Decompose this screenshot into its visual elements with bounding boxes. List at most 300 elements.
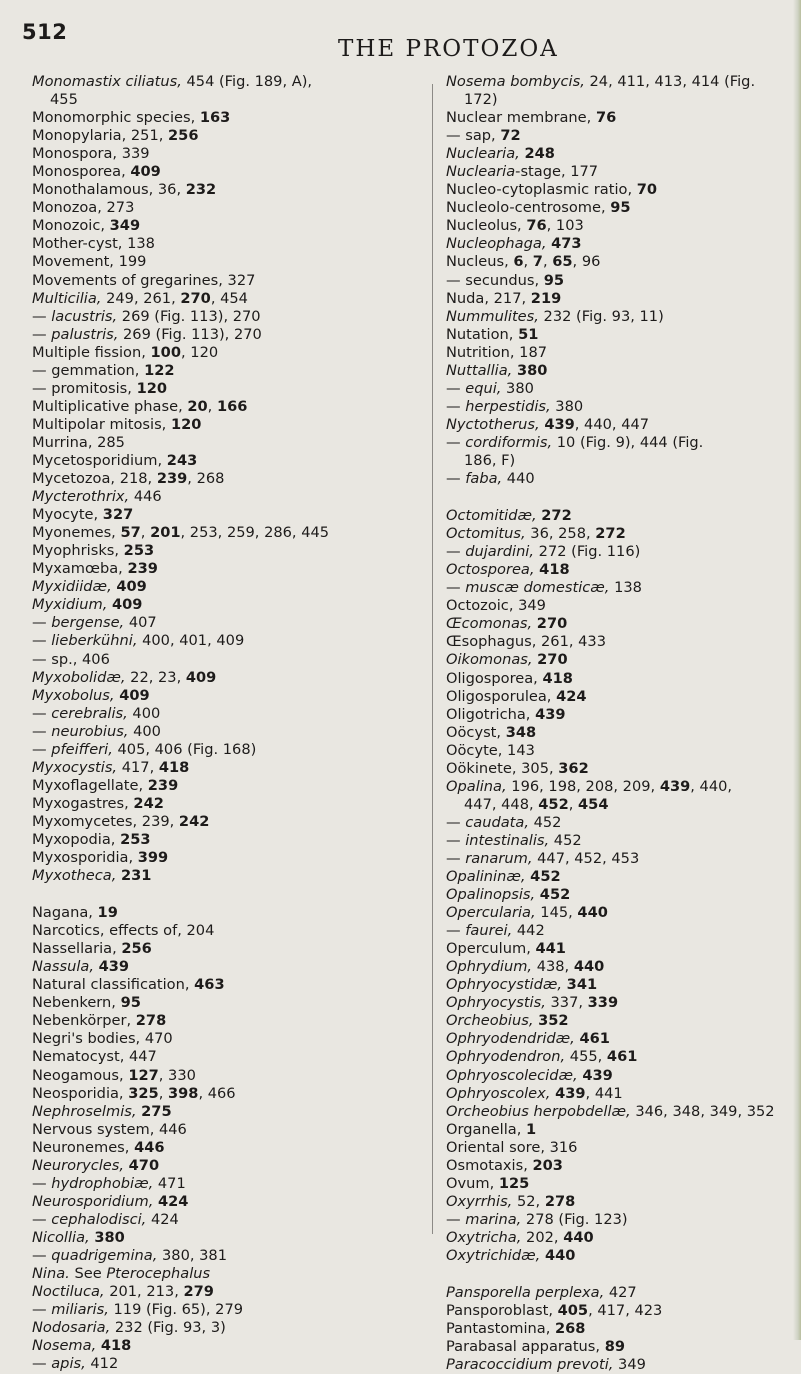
taxon-name: Ophryodendridæ, [446,1030,575,1048]
entry-text: , 96 [572,253,601,271]
entry-text: , [140,524,151,542]
index-entry [446,922,786,940]
entry-text: 201, 213, [104,1283,184,1301]
page-number: 512 [22,20,68,44]
index-entry [446,1157,786,1175]
entry-text: Œsophagus, 261, 433 [446,633,606,651]
taxon-name: Orcheobius herpobdellæ, [446,1102,631,1120]
taxon-name: faba, [465,470,503,488]
principal-page-ref: 163 [199,109,231,127]
entry-text: 232 (Fig. 93, 11) [538,307,664,325]
principal-page-ref: 231 [121,867,152,885]
taxon-name: pfeifferi, [51,740,113,758]
index-entry [32,831,422,849]
principal-page-ref: 398 [167,1084,199,1102]
entry-text: Multiplicative phase, [32,397,188,415]
index-entry [446,976,786,994]
taxon-name: Ophrydium, [446,958,533,976]
principal-page-ref: 439 [535,705,566,723]
entry-text: Osmotaxis, [446,1156,533,1174]
index-entry [32,1121,422,1139]
taxon-name: Myxocystis, [32,758,118,776]
principal-page-ref: 95 [543,271,565,289]
principal-page-ref: 418 [158,758,190,776]
entry-text: Narcotics, effects of, 204 [32,922,215,940]
index-entry [32,705,422,723]
principal-page-ref: 125 [498,1174,530,1192]
principal-page-ref: 439 [659,777,691,795]
index-entry [32,560,422,578]
principal-page-ref: 440 [573,958,605,976]
index-entry [446,1229,786,1247]
taxon-name: Opalina, [446,777,507,795]
principal-page-ref: 6 [513,253,524,271]
index-entry [32,145,422,163]
entry-text: Monosporea, [32,163,131,181]
entry-text: Monozoic, [32,217,110,235]
index-entry [32,669,422,687]
entry-text: — [446,379,466,397]
principal-page-ref: 253 [123,542,155,560]
entry-text: Nutation, [446,325,519,343]
taxon-name: equi, [465,379,502,397]
entry-text: Nassellaria, [32,940,122,958]
index-entry [32,904,422,922]
section-gap [32,885,422,904]
index-entry [32,1247,422,1265]
entry-text: 400 [128,722,161,740]
taxon-name: Ophryocystis, [446,994,546,1012]
entry-text: 10 (Fig. 9), 444 (Fig. [552,433,704,451]
index-entry [32,326,422,344]
index-column-right [446,73,786,1374]
entry-text: 427 [604,1284,637,1302]
principal-page-ref: 219 [530,289,562,307]
principal-page-ref: 452 [539,886,571,904]
principal-page-ref: 89 [604,1338,625,1356]
entry-text: Myonemes, [32,524,121,542]
entry-text: Oligotricha, [446,705,536,723]
taxon-name: marina, [465,1210,522,1228]
principal-page-ref: 232 [185,181,217,199]
index-entry [32,127,422,145]
entry-text: Myophrisks, [32,542,124,560]
index-column-left [32,73,422,1373]
taxon-name: Orcheobius, [446,1012,534,1030]
principal-page-ref: 270 [537,651,568,669]
entry-text: Nuclear membrane, [446,109,596,127]
entry-text: — [32,307,52,325]
taxon-name: Noctiluca, [32,1283,105,1301]
index-entry [32,1030,422,1048]
entry-text: 278 (Fig. 123) [521,1210,628,1228]
entry-text: Monozoa, 273 [32,199,135,217]
entry-text: Natural classification, [32,976,195,994]
entry-text: 412 [85,1355,119,1373]
index-entry [446,1121,786,1139]
entry-text: Monospora, 339 [32,145,150,163]
index-entry [32,578,422,596]
taxon-name: apis, [51,1355,86,1373]
principal-page-ref: 268 [555,1320,586,1338]
taxon-name: Octomitidæ, [446,507,537,525]
entry-text: Myxoflagellate, [32,776,148,794]
entry-text: — [446,397,466,415]
entry-text: 36, 258, [525,525,596,543]
entry-text: Pansporoblast, [446,1302,558,1320]
taxon-name: caudata, [465,813,529,831]
index-entry [446,724,786,742]
principal-page-ref: 270 [180,289,211,307]
index-entry [32,795,422,813]
principal-page-ref: 7 [532,253,543,271]
entry-text: 24, 411, 413, 414 (Fig. [584,73,756,90]
taxon-name: Myxidiidæ, [32,578,112,596]
index-entry [32,272,422,290]
principal-page-ref: 380 [94,1228,125,1246]
principal-page-ref: 20 [187,397,208,415]
index-entry [446,904,786,922]
index-entry [32,1265,422,1283]
taxon-name: Mycterothrix, [32,488,130,506]
taxon-name: hydrophobiæ, [51,1174,154,1192]
principal-page-ref: 439 [98,958,130,976]
entry-continuation: 455 [50,91,78,109]
section-gap [446,488,786,507]
entry-text: — [32,704,52,722]
taxon-name: cerebralis, [51,704,128,722]
entry-text: — [446,831,466,849]
entry-text: — [446,470,466,488]
taxon-name: Oikomonas, [446,651,533,669]
index-entry [446,1048,786,1066]
index-entry [446,1193,786,1211]
entry-text: Octozoic, 349 [446,597,546,615]
index-entry [446,1175,786,1193]
entry-text: Mycetosporidium, [32,451,167,469]
index-entry [446,832,786,850]
entry-text: Nucleolo-centrosome, [446,199,611,217]
entry-text: — [32,1247,52,1264]
entry-text: — secundus, [446,271,544,289]
index-entry [32,73,422,109]
taxon-name: palustris, [51,325,119,343]
index-entry [32,217,422,235]
taxon-name: bergense, [51,614,125,632]
taxon-name: Neurorycles, [32,1156,125,1174]
principal-page-ref: 440 [563,1228,594,1246]
entry-text: Nucleolus, [446,217,527,235]
entry-text: Nuda, 217, [446,289,531,307]
principal-page-ref: 95 [610,199,631,217]
principal-page-ref: 352 [538,1012,569,1030]
taxon-name: Octomitus, [446,525,526,543]
principal-page-ref: 100 [150,343,181,361]
entry-text: 400 [127,704,161,722]
index-entry [446,217,786,235]
principal-page-ref: 461 [606,1048,638,1066]
principal-page-ref: 418 [100,1337,132,1355]
entry-text: — sp., 406 [32,650,110,668]
index-entry [32,290,422,308]
taxon-name: miliaris, [51,1301,109,1319]
principal-page-ref: 70 [636,181,658,199]
index-entry [32,1139,422,1157]
entry-text: — [32,1174,52,1192]
index-entry [32,1048,422,1066]
entry-text: , [542,253,553,271]
index-entry [32,163,422,181]
index-entry [446,1247,786,1265]
entry-text: , 454 [210,289,248,307]
index-entry [446,1356,786,1374]
index-entry [446,561,786,579]
entry-text: 446 [129,488,162,506]
index-entry [32,434,422,452]
principal-page-ref: 349 [109,217,141,235]
index-entry [446,706,786,724]
entry-text: 202, [521,1228,564,1246]
index-entry [32,1229,422,1247]
entry-text: 232 (Fig. 93, 3) [110,1319,226,1337]
index-entry [446,308,786,326]
principal-page-ref: 51 [518,325,539,343]
entry-text: 407 [124,614,157,632]
entry-text: , 440, 447 [574,415,650,433]
index-entry [446,1320,786,1338]
entry-text: — [446,579,466,597]
index-entry [32,181,422,199]
taxon-name: Oxyrrhis, [446,1192,513,1210]
taxon-name: Oxytrichidæ, [446,1247,541,1264]
entry-text: Nematocyst, 447 [32,1048,157,1066]
taxon-name: Nummulites, [446,307,539,325]
entry-text: Multiple fission, [32,343,151,361]
entry-text: Oligosporulea, [446,687,557,705]
entry-text: Oöcyst, [446,723,506,741]
entry-text: 138 [609,579,642,597]
entry-text: Myxamœba, [32,560,128,578]
index-entry [446,1139,786,1157]
page-edge [793,0,801,1340]
index-entry [32,777,422,795]
index-entry [32,1157,422,1175]
principal-page-ref: 279 [183,1283,214,1301]
entry-text: 424 [146,1210,179,1228]
entry-text: Nucleo-cytoplasmic ratio, [446,181,637,199]
entry-text: Neosporidia, [32,1084,129,1102]
entry-text: — sap, [446,127,501,145]
principal-page-ref: 256 [121,940,152,958]
entry-text: — [32,740,52,758]
taxon-name: herpestidis, [465,397,551,415]
index-entry [446,994,786,1012]
taxon-name: lieberkühni, [51,632,138,650]
index-entry [446,1338,786,1356]
taxon-name: Myxobolus, [32,686,115,704]
entry-text: , 441 [585,1084,623,1102]
entry-text: 22, 23, [125,668,186,686]
entry-text: — [446,849,466,867]
principal-page-ref: 418 [542,669,573,687]
entry-text: Monomorphic species, [32,109,200,127]
entry-text: Myocyte, [32,506,103,524]
principal-page-ref: 418 [539,561,570,579]
taxon-name: lacustris, [51,307,118,325]
principal-page-ref: 473 [551,235,582,253]
principal-page-ref: 439 [582,1066,613,1084]
taxon-name: Nosema, [32,1337,97,1355]
taxon-name: Nina. [32,1265,70,1283]
principal-page-ref: 248 [524,145,555,163]
index-entry [446,1103,786,1121]
taxon-name: Ophryoscolecidæ, [446,1066,578,1084]
principal-page-ref: 409 [111,596,143,614]
taxon-name: Pansporella perplexa, [446,1284,605,1302]
index-entry [446,272,786,290]
index-entry [32,813,422,831]
entry-text: , 330 [158,1066,196,1084]
index-entry [446,670,786,688]
index-entry [32,651,422,669]
principal-page-ref: 72 [500,127,521,145]
taxon-name: intestinalis, [465,831,550,849]
entry-text: Organella, [446,1120,526,1138]
principal-page-ref: 439 [555,1084,586,1102]
taxon-name: Myxobolidæ, [32,668,126,686]
taxon-name: Opercularia, [446,904,536,922]
entry-text: Nervous system, 446 [32,1120,187,1138]
taxon-name: quadrigemina, [51,1247,158,1264]
principal-page-ref: 380 [516,361,548,379]
entry-text: 337, [545,994,588,1012]
index-entry [446,633,786,651]
index-entry [32,199,422,217]
entry-text: 269 (Fig. 113), 270 [117,307,261,325]
entry-text: 417, [117,758,159,776]
taxon-name: Nicollia, [32,1228,90,1246]
entry-text: Myxosporidia, [32,849,138,867]
entry-text: — [446,543,466,561]
entry-text: — [32,325,52,343]
index-entry [32,632,422,650]
entry-text: 440 [502,470,535,488]
entry-text: 119 (Fig. 65), 279 [108,1301,244,1319]
principal-page-ref: 424 [556,687,587,705]
entry-text: Negri's bodies, 470 [32,1030,173,1048]
entry-text: Monopylaria, 251, [32,127,169,145]
principal-page-ref: 242 [133,794,164,812]
entry-text: See [69,1265,107,1283]
entry-text: Myxogastres, [32,794,134,812]
entry-text: — [32,1301,52,1319]
entry-text: Movements of gregarines, 327 [32,271,256,289]
entry-text: Neuronemes, [32,1138,135,1156]
entry-text: 405, 406 (Fig. 168) [112,740,257,758]
principal-page-ref: 341 [566,976,598,994]
taxon-name: Nuclearia [446,163,516,181]
principal-page-ref: 405 [557,1302,589,1320]
entry-text: Monothalamous, 36, [32,181,186,199]
index-entry [446,958,786,976]
entry-text: Nagana, [32,904,98,922]
index-entry [446,507,786,525]
index-entry [32,253,422,271]
entry-text: 380 [501,379,534,397]
index-entry [446,344,786,362]
entry-text: — [446,813,466,831]
principal-page-ref: 278 [135,1012,167,1030]
entry-text: 196, 198, 208, 209, [506,777,660,795]
index-entry [32,1175,422,1193]
taxon-name: Nyctotherus, [446,415,540,433]
principal-page-ref: 327 [102,506,134,524]
entry-text: Oökinete, 305, [446,759,559,777]
principal-page-ref: 270 [536,615,568,633]
index-entry [446,380,786,398]
principal-page-ref: 446 [134,1138,165,1156]
index-entry [32,687,422,705]
entry-text: — [446,922,466,940]
principal-page-ref: 409 [116,578,147,596]
index-entry [32,723,422,741]
entry-text: 52, [512,1192,545,1210]
index-entry [446,1012,786,1030]
entry-text: Mycetozoa, 218, [32,470,157,488]
entry-text: Oligosporea, [446,669,543,687]
taxon-name: Nuclearia, [446,145,520,163]
index-entry [446,1302,786,1320]
principal-page-ref: 122 [144,361,175,379]
principal-page-ref: 256 [168,127,199,145]
taxon-name: Nassula, [32,958,94,976]
index-entry [32,1103,422,1121]
index-entry [446,778,786,814]
index-entry [32,362,422,380]
index-entry [446,1085,786,1103]
entry-text: Nebenkern, [32,994,121,1012]
index-entry [446,326,786,344]
entry-text: Nutrition, 187 [446,343,548,361]
entry-continuation: 172) [464,91,498,109]
index-entry [446,886,786,904]
entry-text: — [32,1355,52,1373]
entry-text: -stage, 177 [515,163,599,181]
principal-page-ref: 424 [158,1192,189,1210]
entry-text: 471 [153,1174,186,1192]
principal-page-ref: 439 [544,415,575,433]
index-entry [446,145,786,163]
taxon-name: Nuttallia, [446,361,513,379]
principal-page-ref: 441 [535,940,566,958]
taxon-name: dujardini, [465,543,535,561]
index-entry [32,452,422,470]
index-entry [446,760,786,778]
taxon-name: Ophryocystidæ, [446,976,563,994]
entry-text: — [32,1210,52,1228]
entry-text: , 440, [690,777,733,795]
entry-text: , 103 [546,217,584,235]
principal-page-ref: 409 [130,163,161,181]
principal-page-ref: 76 [526,217,547,235]
taxon-name: Oxytricha, [446,1228,522,1246]
index-entry [32,1012,422,1030]
principal-page-ref: 409 [119,686,150,704]
index-entry [32,344,422,362]
principal-page-ref: 120 [170,415,202,433]
principal-page-ref: 461 [579,1030,610,1048]
index-entry [446,181,786,199]
